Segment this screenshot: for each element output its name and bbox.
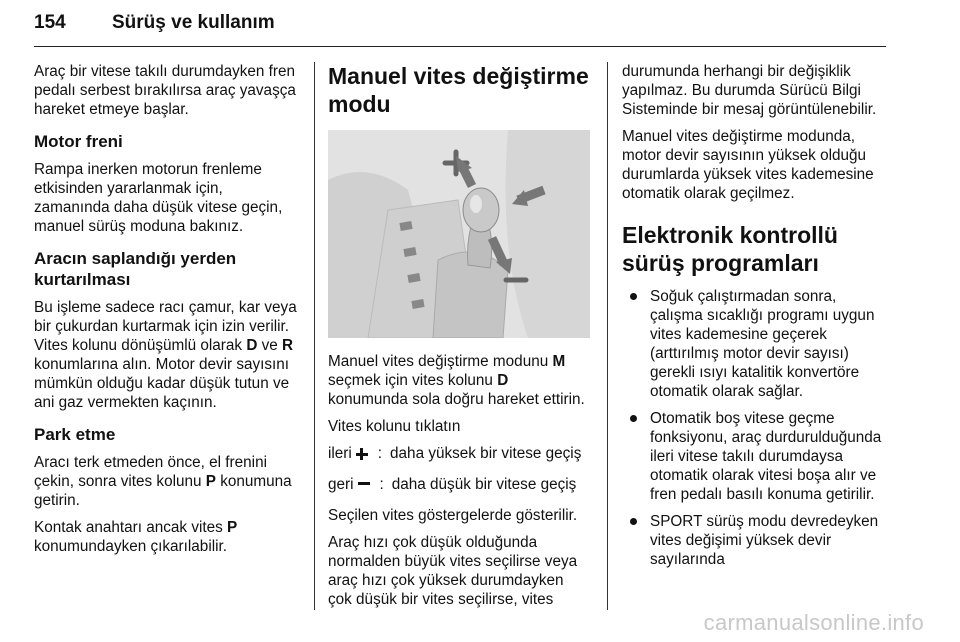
column-divider	[607, 62, 608, 610]
bullet-icon	[630, 415, 637, 422]
park-paragraph: Aracı terk etmeden önce, el frenini çekin, sonra vites kolunu P konumuna getirin.	[34, 454, 292, 509]
chapter-title: Sürüş ve kullanım	[112, 12, 275, 33]
gear-shift-illustration	[328, 130, 590, 338]
section-heading-manuel-vites: Manuel vites değiştirme modu	[328, 63, 589, 117]
tiklatin-paragraph: Vites kolunu tıklatın	[328, 418, 461, 435]
column-1	[34, 62, 302, 564]
intro-paragraph: Araç bir vitese takılı durumdayken fren pedalı serbest bırakılırsa araç yavaşça hareket etmeye başlar.	[34, 63, 296, 118]
shift-down-row	[328, 475, 590, 494]
shift-up-row	[328, 444, 590, 463]
saplandigi-paragraph: Bu işleme sadece racı çamur, kar veya bir çukurdan kurtarmak için izin verilir. Vites kolunu dönüşümlü olarak D ve R konumlarına alın. Motor devir sayısını mümkün olduğu kadar düşük tutun ve ani gaz vermekten kaçının.	[34, 299, 297, 411]
kontak-paragraph: Kontak anahtarı ancak vites P konumundayken çıkarılabilir.	[34, 519, 238, 555]
bullet-icon	[630, 293, 637, 300]
section-heading-saplandigi: Aracın saplandığı yerden kurtarılması	[34, 249, 237, 289]
secilen-paragraph: Seçilen vites göstergelerde gösterilir.	[328, 507, 578, 524]
page-number: 154	[34, 12, 66, 33]
column-3	[622, 62, 890, 577]
colon: :	[379, 476, 384, 493]
column-2	[328, 62, 590, 617]
column-divider	[314, 62, 315, 610]
geri-label: geri	[328, 476, 354, 493]
gear-lever-illustration	[328, 130, 590, 338]
section-heading-motor-freni: Motor freni	[34, 132, 123, 151]
manual-mode-paragraph: Manuel vites değiştirme modunda, motor devir sayısının yüksek olduğu durumlarda yüksek vites kademesine otomatik olarak geçilmez.	[622, 128, 874, 202]
watermark: carmanualsonline.info	[703, 610, 924, 635]
minus-icon	[358, 479, 370, 491]
list-item: SPORT sürüş modu devredeyken vites değişimi yüksek devir sayılarında	[622, 512, 890, 569]
motor-freni-paragraph: Rampa inerken motorun frenleme etkisinden yararlanmak için, zamanında daha düşük vitese geçin, manuel sürüş moduna bakınız.	[34, 161, 283, 235]
section-heading-elektronik: Elektronik kontrollü sürüş programları	[622, 222, 838, 276]
arac-hizi-paragraph: Araç hızı çok düşük olduğunda normalden büyük vites seçilirse veya araç hızı çok yüksek durumdayken çok düşük bir vites seçilirse, vites	[328, 534, 578, 608]
geri-description: daha düşük bir vitese geçiş	[391, 476, 577, 493]
ileri-label: ileri	[328, 445, 352, 462]
page-header	[34, 6, 886, 47]
figure-caption: Manuel vites değiştirme modunu M seçmek için vites kolunu D konumunda sola doğru hareket ettirin.	[328, 353, 585, 408]
bullet-list	[622, 287, 890, 569]
continuation-paragraph: durumunda herhangi bir değişiklik yapılmaz. Bu durumda Sürücü Bilgi Sisteminde bir mesaj görüntülenebilir.	[622, 63, 877, 118]
list-item: Soğuk çalıştırmadan sonra, çalışma sıcaklığı programı uygun vites kademesine geçerek (arttırılmış motor devir sayısı) gerekli ısıyı katalitik konvertöre otomatik olarak sağlar.	[622, 287, 890, 401]
bullet-icon	[630, 518, 637, 525]
ileri-description: daha yüksek bir vitese geçiş	[390, 445, 582, 462]
plus-icon	[356, 448, 368, 460]
section-heading-park-etme: Park etme	[34, 425, 116, 444]
colon: :	[377, 445, 383, 462]
list-item: Otomatik boş vitese geçme fonksiyonu, araç durdurulduğunda ileri vitese takılı durumdaysa otomatik olarak vitesi boşa alır ve fren pedalı basılı konuma getirilir.	[622, 409, 890, 504]
